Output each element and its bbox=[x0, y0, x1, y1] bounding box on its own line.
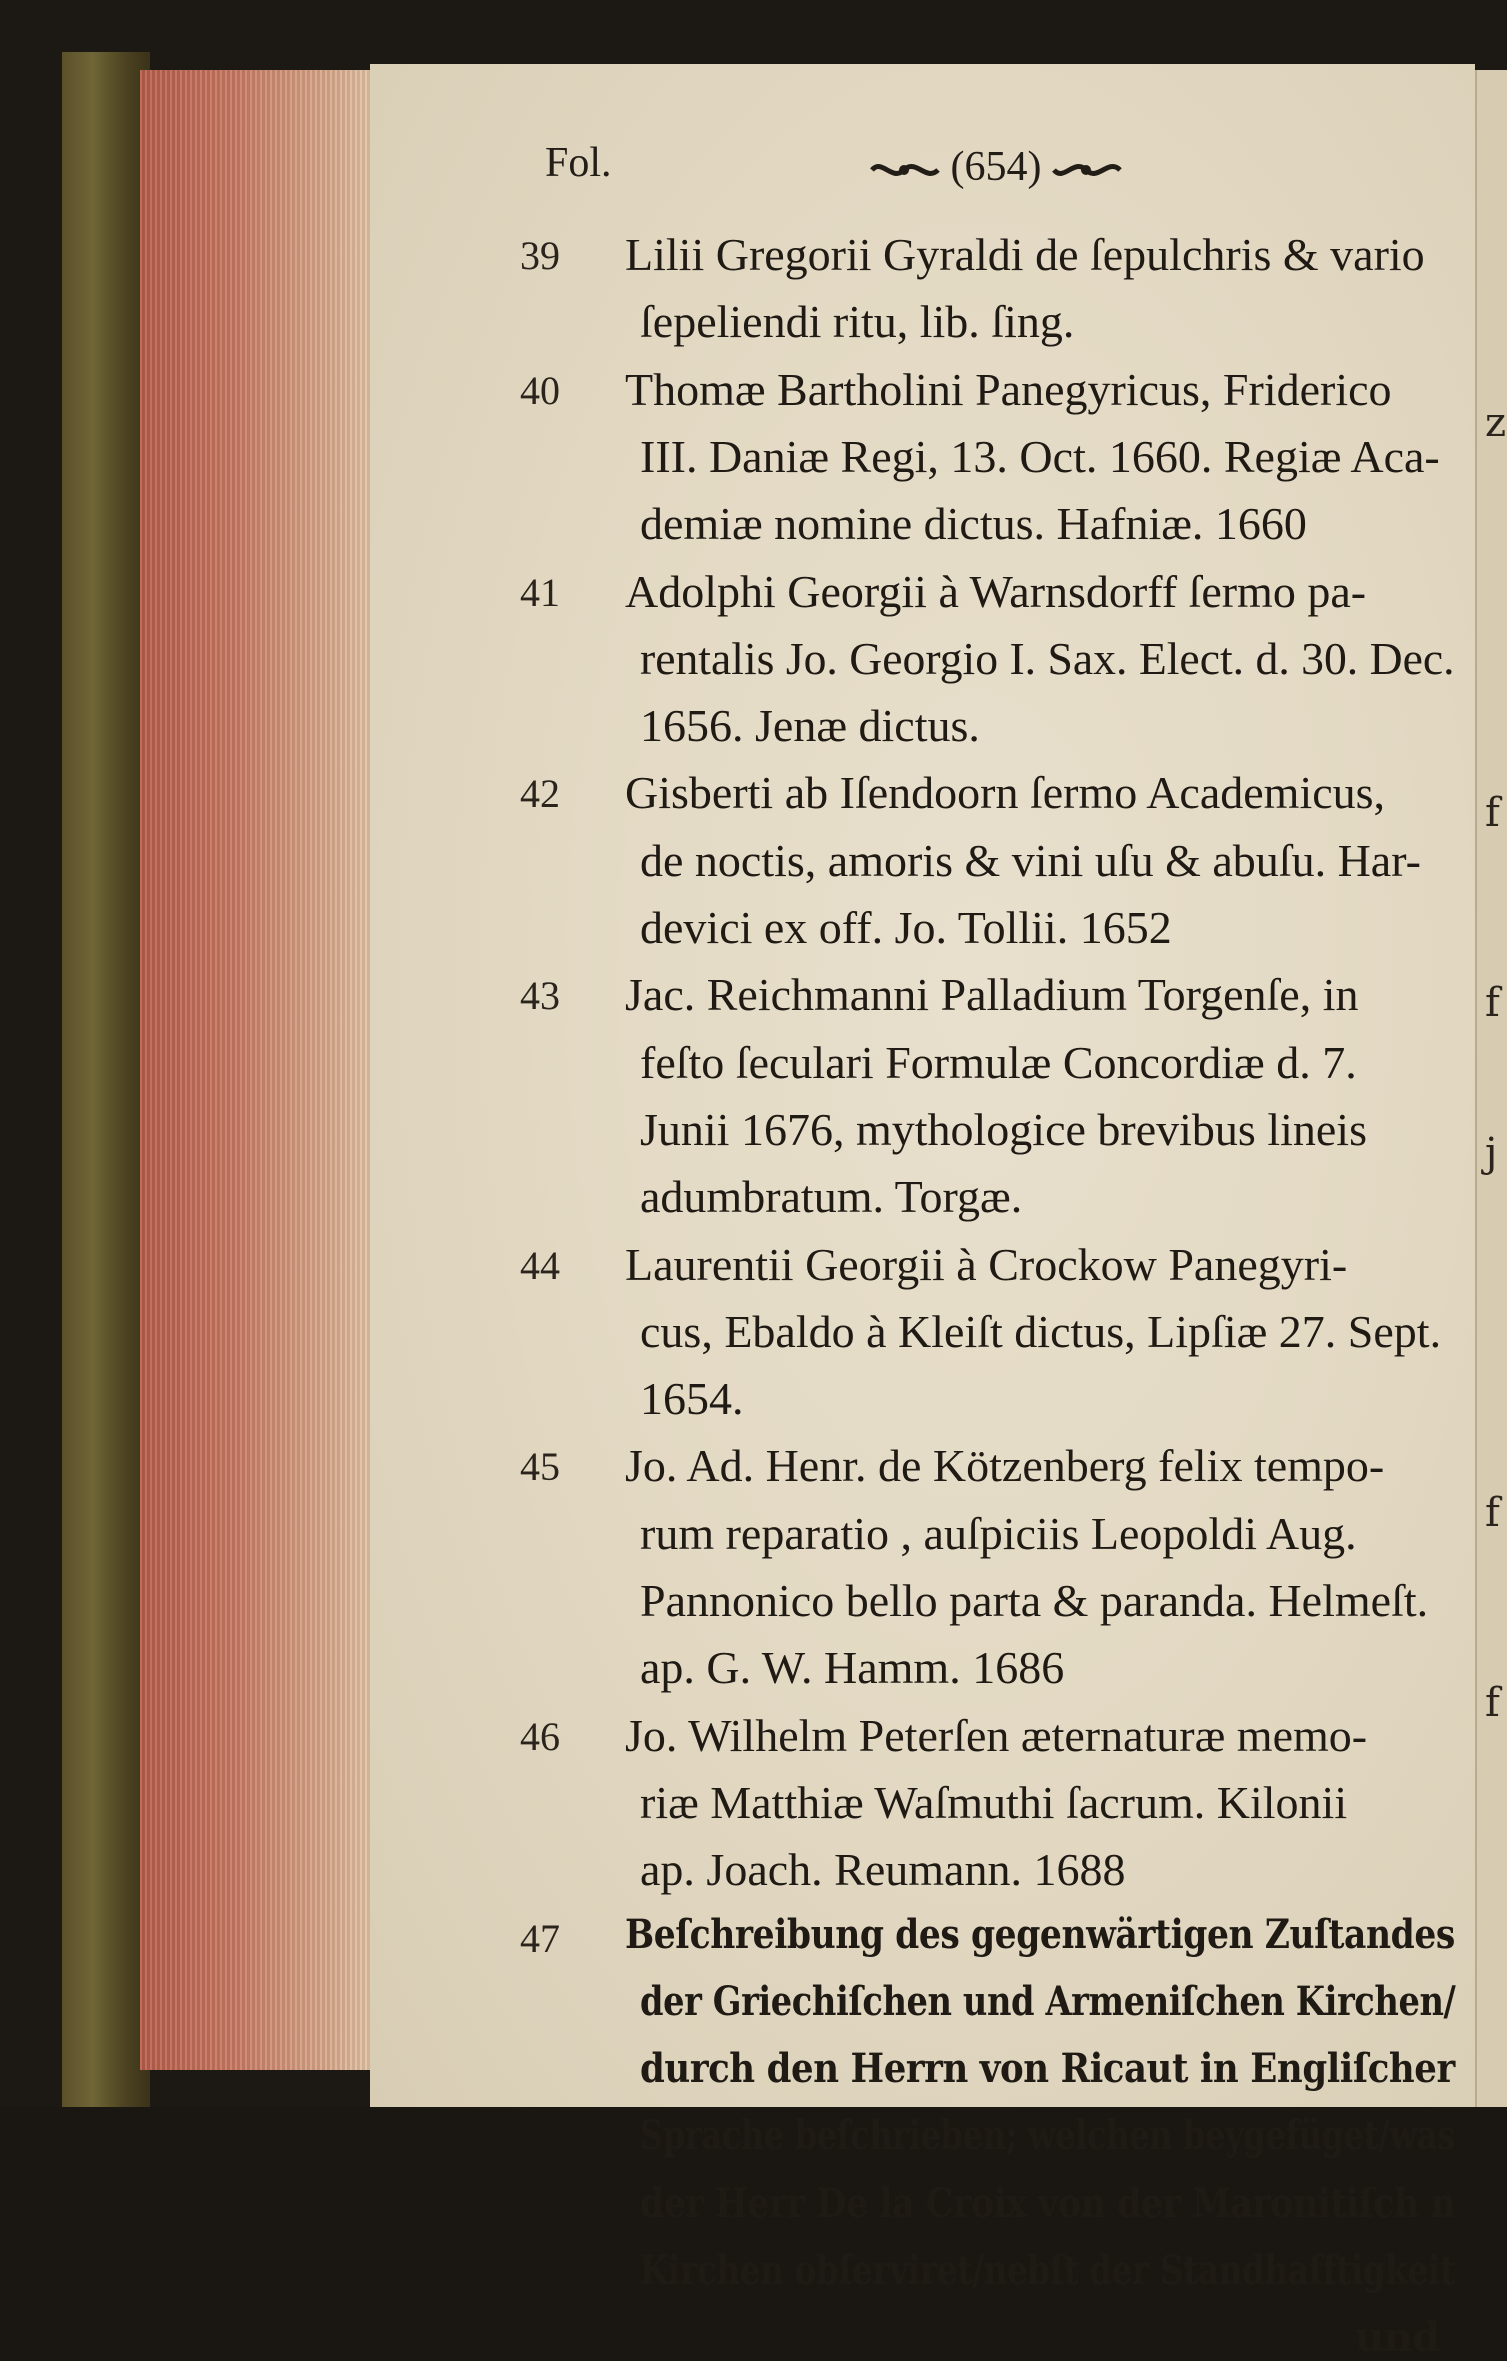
entry-line: rum reparatio , auſpiciis Leopoldi Aug. bbox=[640, 1507, 1357, 1559]
folio-label: Fol. bbox=[545, 140, 612, 186]
page-edges bbox=[140, 70, 376, 2070]
page-number bbox=[870, 144, 1122, 191]
entry-line: Lilii Gregorii Gyraldi de ſepulchris & vario bbox=[625, 229, 1425, 280]
entry-number: 39 bbox=[520, 233, 560, 278]
entry-line: rentalis Jo. Georgio I. Sax. Elect. d. 30. Dec. bbox=[640, 632, 1455, 684]
entry-line: Jo. Wilhelm Peterſen æternaturæ memo- bbox=[625, 1709, 1368, 1761]
entry-number: 43 bbox=[520, 973, 560, 1019]
entry-line: Thomæ Bartholini Panegyricus, Friderico bbox=[625, 363, 1392, 415]
entry-line: ap. G. W. Hamm. 1686 bbox=[640, 1642, 1065, 1694]
fragment: f bbox=[1485, 980, 1500, 1026]
entry-number: 45 bbox=[520, 1444, 560, 1490]
entry-line: adumbratum. Torgæ. bbox=[640, 1171, 1023, 1223]
entry-line: durch den Herrn von Ricaut in Engliſcher bbox=[640, 2045, 1455, 2093]
fragment: z bbox=[1485, 400, 1507, 446]
ornament-left-icon bbox=[870, 156, 940, 184]
book-cover-edge bbox=[62, 52, 150, 2107]
entry-line: 1656. Jenæ dictus. bbox=[640, 700, 980, 752]
entry-line: Gisberti ab Iſendoorn ſermo Academicus, bbox=[625, 767, 1386, 819]
entry-line: Jo. Ad. Henr. de Kötzenberg felix tempo- bbox=[625, 1440, 1385, 1492]
fragment: f bbox=[1485, 790, 1500, 836]
entry-line: der Griechiſchen und Armeniſchen Kirchen/ bbox=[640, 1977, 1456, 2025]
entry-number: 44 bbox=[520, 1242, 560, 1288]
fragment: f bbox=[1485, 1490, 1500, 1536]
entry-line: der Herr De la Croix von der Maronitiſch n bbox=[640, 2179, 1456, 2227]
fragment: f bbox=[1485, 1680, 1500, 1726]
entry-line: de noctis, amoris & vini uſu & abuſu. Har- bbox=[640, 834, 1421, 886]
entry-number: 40 bbox=[520, 367, 560, 413]
entry-line: ſepeliendi ritu, lib. ſing. bbox=[640, 296, 1075, 348]
entry-number: 41 bbox=[520, 569, 560, 615]
entry-line: Pannonico bello parta & paranda. Helmeſt. bbox=[640, 1575, 1429, 1626]
entry-line: ap. Joach. Reumann. 1688 bbox=[640, 1844, 1126, 1896]
entry-line: Junii 1676, mythologice brevibus lineis bbox=[640, 1103, 1367, 1155]
entry-number: 42 bbox=[520, 771, 560, 817]
entry-line: Jac. Reichmanni Palladium Torgenſe, in bbox=[625, 969, 1359, 1021]
entry-line: Kirchen obſerviret/nebſt der Standhafftigkeit bbox=[640, 2247, 1455, 2294]
entry-line: cus, Ebaldo à Kleiſt dictus, Lipſiæ 27. Sept. bbox=[640, 1305, 1442, 1357]
entry-line: Sprache beſchrieben; welchen beygefüget/was bbox=[640, 2112, 1455, 2160]
facing-page-edge bbox=[1475, 70, 1507, 2107]
entry-line: Adolphi Georgii à Warnsdorff ſermo pa- bbox=[625, 565, 1367, 617]
entry-line: devici ex off. Jo. Tollii. 1652 bbox=[640, 902, 1172, 953]
entry-line: Beſchreibung des gegenwärtigen Zuſtandes bbox=[625, 1910, 1455, 1958]
entry-line: riæ Matthiæ Waſmuthi ſacrum. Kilonii bbox=[640, 1776, 1348, 1828]
ornament-right-icon bbox=[1052, 156, 1122, 184]
entry-line: demiæ nomine dictus. Hafniæ. 1660 bbox=[640, 498, 1307, 550]
entry-line: feſto ſeculari Formulæ Concordiæ d. 7. bbox=[640, 1036, 1357, 1088]
entry-number: 47 bbox=[520, 1915, 560, 1961]
entry-line: III. Daniæ Regi, 13. Oct. 1660. Regiæ Aca- bbox=[640, 430, 1440, 482]
entry-line: und bbox=[1355, 2314, 1440, 2361]
page-number-text: (654) bbox=[950, 144, 1042, 190]
fragment: j bbox=[1485, 1130, 1498, 1176]
entry-line: Laurentii Georgii à Crockow Panegyri- bbox=[625, 1238, 1348, 1290]
entry-line: 1654. bbox=[640, 1373, 744, 1425]
entry-number: 46 bbox=[520, 1713, 560, 1759]
